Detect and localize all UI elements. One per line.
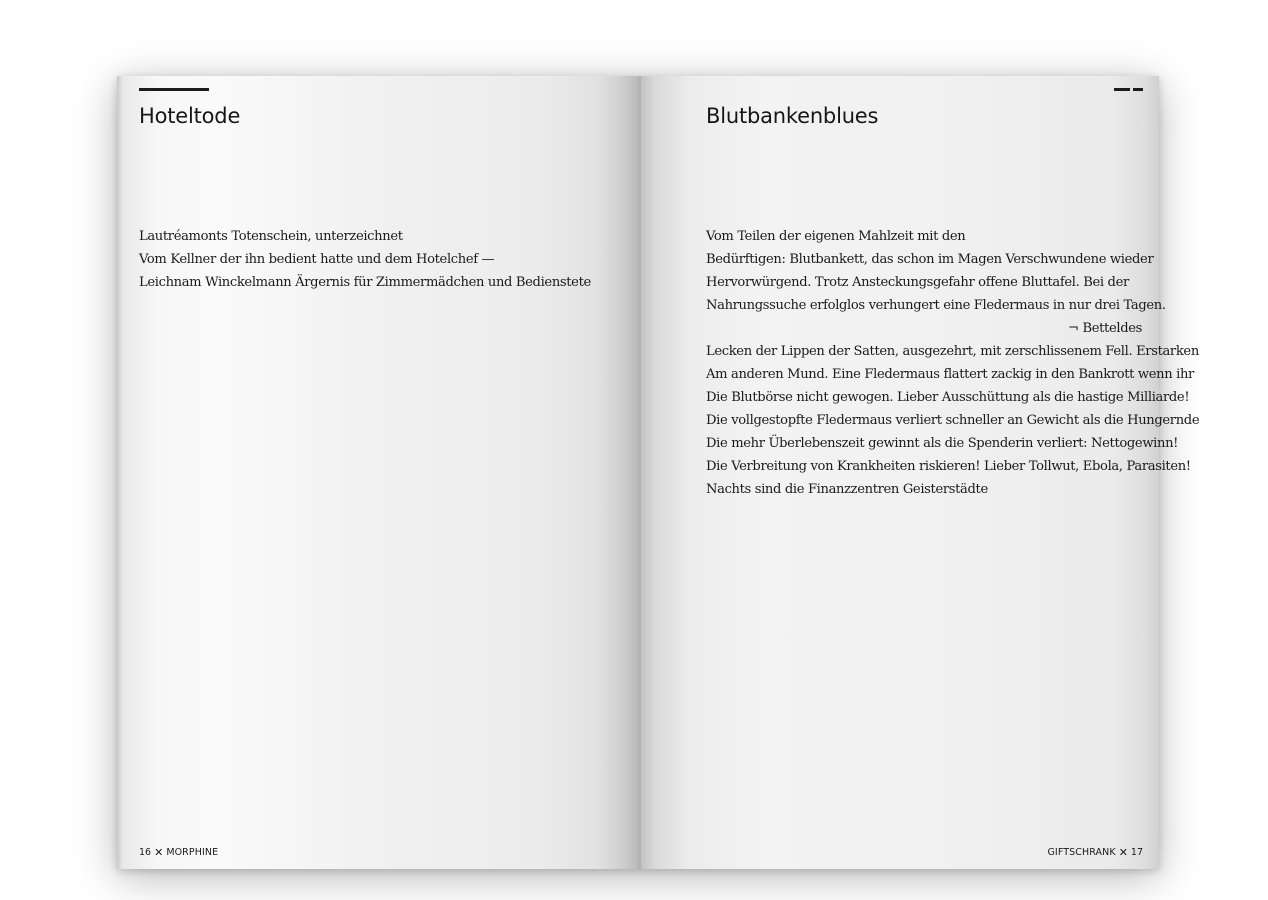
left-footer [139,847,218,858]
cross-icon: ✕ [154,846,164,859]
right-section-name: GIFTSCHRANK [1047,847,1116,858]
left-page [117,76,639,869]
left-page-title: Hoteltode [139,104,241,128]
header-rule-right [1114,88,1143,91]
right-poem-text [706,225,1200,501]
left-page-number: 16 [139,847,152,858]
poem-line: Am anderen Mund. Eine Fledermaus flattert zackig in den Bankrott wenn ihr [706,367,1194,382]
poem-line: Die mehr Überlebenszeit gewinnt als die Spenderin verliert: Nettogewinn! [706,436,1179,451]
poem-line: Lecken der Lippen der Satten, ausgezehrt, mit zerschlissenem Fell. Erstarken [706,344,1199,359]
poem-line: Leichnam Winckelmann Ärgernis für Zimmermädchen und Bedienstete [139,275,591,290]
left-poem-text [139,225,591,294]
poem-line: Vom Kellner der ihn bedient hatte und dem Hotelchef — [139,252,495,267]
right-footer [1047,847,1143,858]
poem-line: Vom Teilen der eigenen Mahlzeit mit den [706,229,966,244]
poem-line: Hervorwürgend. Trotz Ansteckungsgefahr offene Bluttafel. Bei der [706,275,1129,290]
header-rule-segment [1133,88,1143,91]
poem-line-right-aligned: ¬ Betteldes [1068,321,1142,336]
poem-line: Die Blutbörse nicht gewogen. Lieber Ausschüttung als die hastige Milliarde! [706,390,1190,405]
header-rule-left [139,88,209,91]
poem-line: Nachts sind die Finanzzentren Geisterstädte [706,482,988,497]
poem-line: Bedürftigen: Blutbankett, das schon im Magen Verschwundene wieder [706,252,1154,267]
cross-icon: ✕ [1118,846,1128,859]
poem-line: Die Verbreitung von Krankheiten riskieren! Lieber Tollwut, Ebola, Parasiten! [706,459,1191,474]
right-page [640,76,1200,869]
poem-line: Die vollgestopfte Fledermaus verliert schneller an Gewicht als die Hungernde [706,413,1200,428]
right-page-title: Blutbankenblues [706,104,879,128]
header-rule-segment [1114,88,1130,91]
left-section-name: MORPHINE [166,847,219,858]
poem-line: Nahrungssuche erfolglos verhungert eine Fledermaus in nur drei Tagen. [706,298,1166,313]
right-page-number: 17 [1130,847,1143,858]
book-gutter [638,76,641,869]
poem-line: Lautréamonts Totenschein, unterzeichnet [139,229,403,244]
